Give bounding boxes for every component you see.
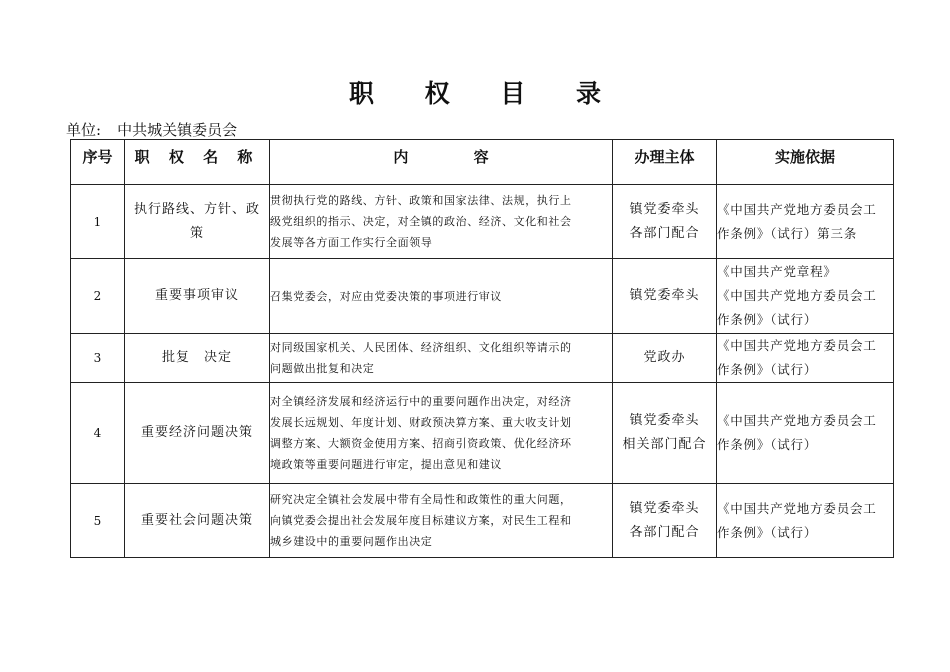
power-name <box>125 334 270 383</box>
handling-body <box>613 484 717 558</box>
power-name <box>125 185 270 259</box>
unit-label: 单位: <box>66 121 102 139</box>
legal-basis <box>717 334 894 383</box>
row-number: 5 <box>71 484 125 558</box>
power-name-line: 策 <box>189 225 204 241</box>
legal-basis-line: 《中国共产党地方委员会工 <box>717 288 877 303</box>
power-content <box>270 484 613 558</box>
legal-basis-line: 作条例》（试行） <box>717 312 818 327</box>
handling-body <box>613 259 717 334</box>
header-num: 序号 <box>71 140 125 185</box>
power-name <box>125 484 270 558</box>
power-name-line: 重要社会问题决策 <box>140 512 253 528</box>
powers-table <box>70 139 894 558</box>
legal-basis-line: 《中国共产党地方委员会工 <box>717 338 877 353</box>
handling-body <box>613 185 717 259</box>
header-name: 职 权 名 称 <box>125 140 270 185</box>
handling-body-line: 各部门配合 <box>629 524 700 540</box>
power-content-line: 调整方案、大额资金使用方案、招商引资政策、优化经济环 <box>270 437 572 450</box>
handling-body-line: 各部门配合 <box>629 225 700 241</box>
power-name <box>125 383 270 484</box>
handling-body-line: 镇党委牵头 <box>629 413 700 428</box>
table-body <box>71 185 894 558</box>
legal-basis-line: 作条例》（试行） <box>717 437 818 452</box>
unit-value: 中共城关镇委员会 <box>117 121 238 139</box>
header-content: 内 容 <box>270 140 613 185</box>
table-header-row <box>71 140 894 185</box>
power-content-line: 研究决定全镇社会发展中带有全局性和政策性的重大问题， <box>270 493 572 506</box>
header-body: 办理主体 <box>613 140 717 185</box>
unit-line <box>66 119 237 140</box>
handling-body-line: 党政办 <box>643 350 686 365</box>
legal-basis-line: 《中国共产党地方委员会工 <box>717 500 877 516</box>
legal-basis <box>717 259 894 334</box>
handling-body <box>613 334 717 383</box>
handling-body-line: 相关部门配合 <box>622 437 707 452</box>
table-row <box>71 259 894 334</box>
handling-body-line: 镇党委牵头 <box>629 288 700 303</box>
legal-basis-line: 《中国共产党地方委员会工 <box>717 413 877 428</box>
table-row <box>71 383 894 484</box>
power-content-line: 级党组织的指示、决定，对全镇的政治、经济、文化和社会 <box>270 215 572 228</box>
power-content-line: 城乡建设中的重要问题作出决定 <box>270 535 433 548</box>
power-name <box>125 259 270 334</box>
power-content-line: 发展长远规划、年度计划、财政预决算方案、重大收支计划 <box>270 416 572 429</box>
legal-basis-line: 《中国共产党章程》 <box>717 264 837 279</box>
power-name-line: 重要事项审议 <box>154 288 239 303</box>
power-content-line: 对同级国家机关、人民团体、经济组织、文化组织等请示的 <box>270 341 572 354</box>
header-basis: 实施依据 <box>717 140 894 185</box>
legal-basis <box>717 185 894 259</box>
power-content-line: 对全镇经济发展和经济运行中的重要问题作出决定，对经济 <box>270 395 572 408</box>
power-content <box>270 383 613 484</box>
power-name-line: 批复 决定 <box>161 350 232 365</box>
power-content-line: 问题做出批复和决定 <box>270 362 375 375</box>
legal-basis-line: 作条例》（试行） <box>717 524 818 540</box>
power-content <box>270 334 613 383</box>
power-name-line: 执行路线、方针、政 <box>133 201 260 217</box>
row-number: 3 <box>71 334 125 383</box>
row-number: 4 <box>71 383 125 484</box>
power-content-line: 贯彻执行党的路线、方针、政策和国家法律、法规，执行上 <box>270 194 572 207</box>
table-row <box>71 484 894 558</box>
power-content-line: 召集党委会，对应由党委决策的事项进行审议 <box>270 289 502 303</box>
handling-body <box>613 383 717 484</box>
legal-basis-line: 《中国共产党地方委员会工 <box>717 201 877 217</box>
power-content-line: 发展等各方面工作实行全面领导 <box>270 236 433 249</box>
row-number: 1 <box>71 185 125 259</box>
row-number: 2 <box>71 259 125 334</box>
legal-basis-line: 作条例》（试行）第三条 <box>717 225 858 241</box>
table-row <box>71 185 894 259</box>
power-content-line: 向镇党委会提出社会发展年度目标建议方案，对民生工程和 <box>270 514 572 527</box>
power-content <box>270 185 613 259</box>
power-name-line: 重要经济问题决策 <box>140 425 253 440</box>
handling-body-line: 镇党委牵头 <box>629 500 700 516</box>
table-row <box>71 334 894 383</box>
power-content <box>270 259 613 334</box>
legal-basis <box>717 484 894 558</box>
page-title: 职 权 目 录 <box>348 79 623 108</box>
legal-basis-line: 作条例》（试行） <box>717 362 818 377</box>
power-content-line: 境政策等重要问题进行审定，提出意见和建议 <box>270 458 502 471</box>
handling-body-line: 镇党委牵头 <box>629 201 700 217</box>
legal-basis <box>717 383 894 484</box>
